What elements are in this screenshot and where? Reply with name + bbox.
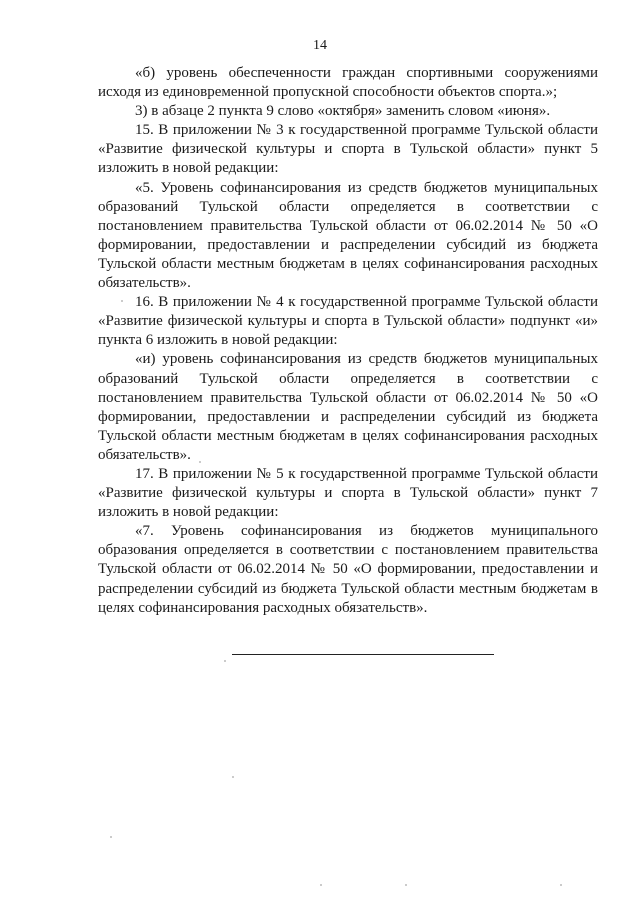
- scan-speck: [110, 836, 112, 838]
- scan-speck: [199, 461, 201, 463]
- paragraph-15-appendix-3: 15. В приложении № 3 к государственной программе Тульской области «Развитие физической культуры и спорта в Тульской области» пункт 5 изложить в новой редакции:: [98, 122, 598, 177]
- paragraph-3-month-replacement: 3) в абзаце 2 пункта 9 слово «октября» заменить словом «июня».: [135, 103, 551, 120]
- scan-speck: [224, 660, 226, 662]
- scan-speck: [405, 884, 407, 886]
- page-number: 14: [313, 38, 327, 53]
- end-of-text-rule: [232, 654, 494, 655]
- scan-speck: [560, 884, 562, 886]
- scan-speck: [320, 884, 322, 886]
- paragraph-17-appendix-5: 17. В приложении № 5 к государственной программе Тульской области «Развитие физической культуры и спорта в Тульской области» пункт 7 изложить в новой редакции:: [98, 465, 598, 521]
- scan-speck: [121, 300, 123, 302]
- scan-speck: [232, 776, 234, 778]
- paragraph-b-sports-facilities: «б) уровень обеспеченности граждан спортивными сооружениями исходя из единовременной пропускной способности объектов спорта.»;: [98, 65, 598, 101]
- paragraph-7-cofinancing: «7. Уровень софинансирования из бюджетов муниципального образования определяется в соответствии с постановлением правительства Тульской области от 06.02.2014 № 50 «О формировании, предоставлении и распределении субсидий из бюджета Тульской области местным бюджетам в целях софинансирования расходных обязательств».: [98, 523, 598, 616]
- document-body: [98, 64, 598, 618]
- paragraph-16-appendix-4: 16. В приложении № 4 к государственной программе Тульской области «Развитие физической культуры и спорта в Тульской области» подпункт «и» пункта 6 изложить в новой редакции:: [98, 294, 598, 349]
- paragraph-5-cofinancing: «5. Уровень софинансирования из средств бюджетов муниципальных образований Тульской области определяется в соответствии с постановлением правительства Тульской области от 06.02.2014 № 50 «О формировании, предоставлении и распределении субсидий из бюджета Тульской области местным бюджетам в целях софинансирования расходных обязательств».: [98, 179, 598, 292]
- paragraph-i-cofinancing: «и) уровень софинансирования из средств бюджетов муниципальных образований Тульской области определяется в соответствии с постановлением правительства Тульской области от 06.02.2014 № 50 «О формировании, предоставлении и распределении субсидий из бюджета Тульской области местным бюджетам в целях софинансирования расходных обязательств».: [98, 351, 598, 463]
